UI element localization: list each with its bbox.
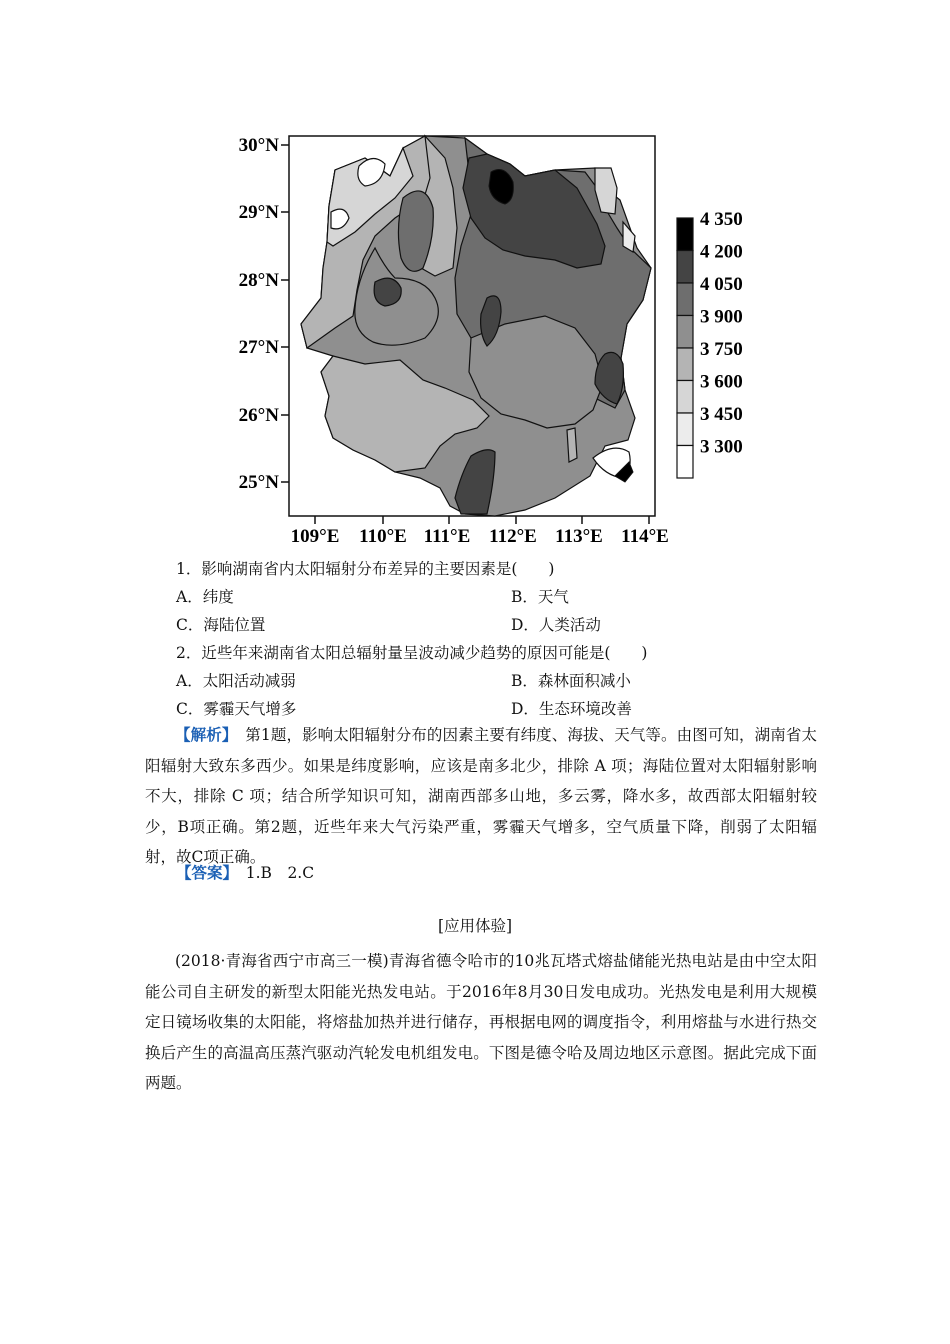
lon-label: 112°E bbox=[489, 526, 537, 547]
lat-label: 27°N bbox=[238, 337, 279, 358]
legend-label: 3 600 bbox=[700, 371, 743, 393]
lon-axis bbox=[291, 516, 669, 547]
q1-stem: 1．影响湖南省内太阳辐射分布差异的主要因素是( ) bbox=[176, 560, 555, 578]
south-stripe-3750 bbox=[567, 428, 577, 462]
legend-swatch bbox=[677, 413, 693, 446]
legend-label: 3 900 bbox=[700, 306, 743, 328]
q2-option-d: D．生态环境改善 bbox=[511, 700, 632, 718]
lat-label: 25°N bbox=[238, 472, 279, 493]
legend-label: 3 300 bbox=[700, 436, 743, 458]
legend-label: 3 450 bbox=[700, 404, 743, 425]
lat-label: 26°N bbox=[238, 405, 279, 426]
lon-label: 114°E bbox=[621, 526, 669, 547]
legend-swatch bbox=[677, 446, 693, 479]
legend-swatch bbox=[677, 381, 693, 414]
section-title: [应用体验] bbox=[437, 917, 513, 935]
legend-label: 4 350 bbox=[700, 209, 743, 230]
lon-label: 113°E bbox=[555, 526, 603, 547]
lon-label: 110°E bbox=[359, 526, 407, 547]
analysis-tag: 【解析】 bbox=[175, 725, 230, 744]
q2-option-c: C．雾霾天气增多 bbox=[176, 700, 297, 718]
radiation-map-figure bbox=[225, 128, 785, 548]
legend-label: 4 050 bbox=[700, 274, 743, 295]
lon-label: 111°E bbox=[423, 526, 471, 547]
legend-label: 3 750 bbox=[700, 339, 743, 360]
legend-swatch bbox=[677, 348, 693, 381]
lat-label: 30°N bbox=[238, 135, 279, 156]
answer-tag: 【答案】 bbox=[176, 863, 231, 882]
lat-label: 29°N bbox=[238, 202, 279, 223]
q2-option-b: B．森林面积减小 bbox=[511, 672, 631, 690]
q1-option-c: C．海陆位置 bbox=[176, 616, 266, 634]
legend-swatch bbox=[677, 283, 693, 316]
q1-option-b: B．天气 bbox=[511, 588, 569, 606]
legend-swatch bbox=[677, 218, 693, 251]
lon-label: 109°E bbox=[290, 526, 340, 547]
q2-option-a: A．太阳活动减弱 bbox=[176, 672, 296, 690]
blob-west-4200 bbox=[374, 278, 401, 306]
lat-axis bbox=[239, 135, 289, 493]
passage-paragraph: (2018·青海省西宁市高三一模)青海省德令哈市的10兆瓦塔式熔盐储能光热电站是由中空太阳能公司自主研发的新型太阳能光热发电站。于2016年8月30日发电成功。光热发电是利用大规模定日镜场收集的太阳能，将熔盐加热并进行储存，再根据电网的调度指令，利用熔盐与水进行热交换后产生的高温高压蒸汽驱动汽轮发电机组发电。下图是德令哈及周边地区示意图。据此完成下面两题。 bbox=[145, 952, 817, 1092]
q1-option-a: A．纬度 bbox=[176, 588, 234, 606]
lat-label: 28°N bbox=[238, 270, 279, 291]
answer-text: 1.B 2.C bbox=[230, 864, 315, 882]
legend bbox=[677, 209, 743, 478]
analysis-paragraph bbox=[145, 720, 817, 873]
legend-swatch bbox=[677, 316, 693, 349]
q2-stem: 2．近些年来湖南省太阳总辐射量呈波动减少趋势的原因可能是( ) bbox=[176, 644, 648, 662]
q1-option-d: D．人类活动 bbox=[511, 616, 601, 634]
answer-line bbox=[176, 861, 314, 883]
analysis-text: 第1题，影响太阳辐射分布的因素主要有纬度、海拔、天气等。由图可知，湖南省太阳辐射大致东多西少。如果是纬度影响，应该是南多北少，排除 A 项；海陆位置对太阳辐射影响不大，排除 C 项；结合所学知识可知，湖南西部多山地，多云雾，降水多，故西部太阳辐射较少，B项正确。第2题，近些年来大气污染严重，雾霾天气增多，空气质量下降，削弱了太阳辐射，故C项正确。 bbox=[145, 726, 817, 866]
legend-label: 4 200 bbox=[700, 241, 743, 263]
legend-swatch bbox=[677, 251, 693, 284]
